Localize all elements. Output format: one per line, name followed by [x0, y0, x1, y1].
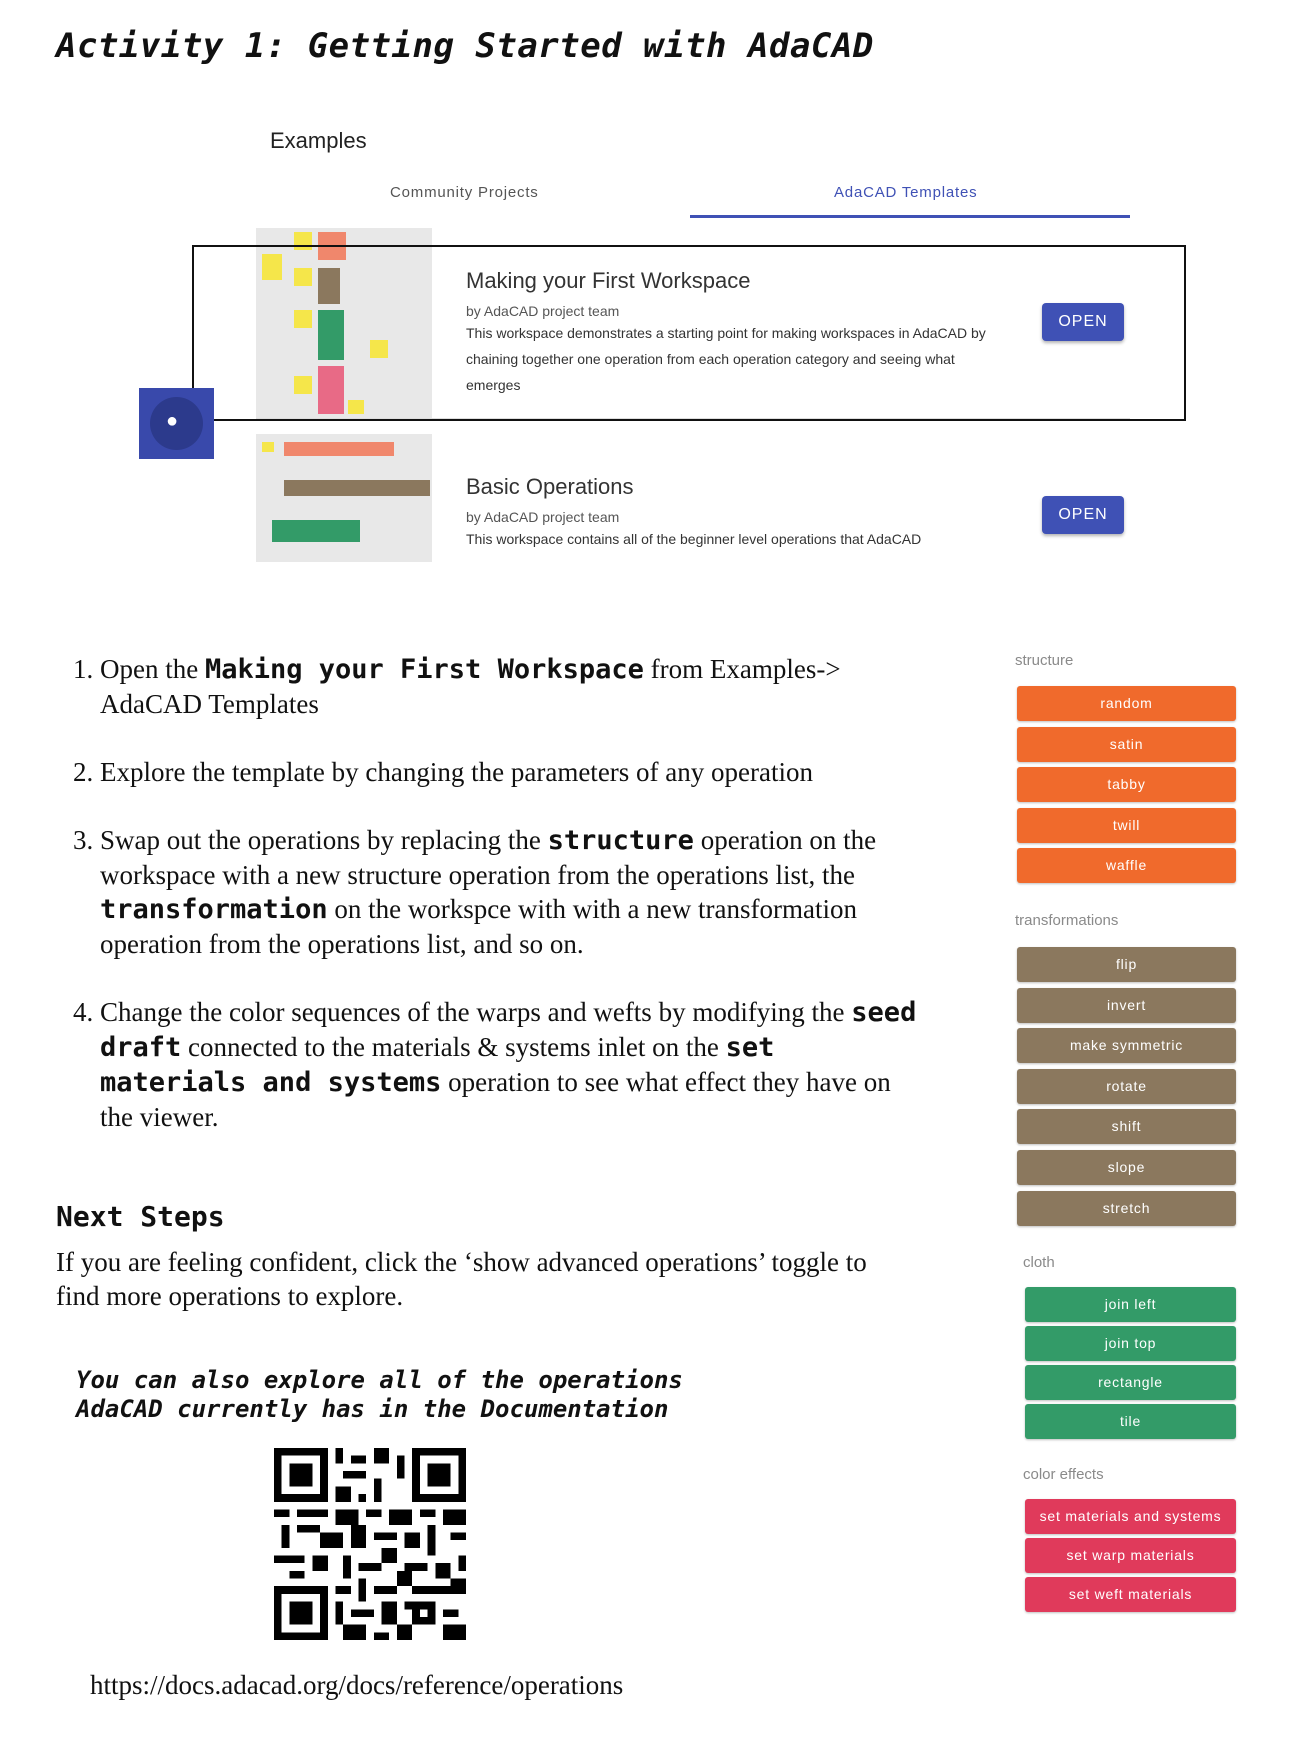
operation-button-flip[interactable]: flip — [1017, 947, 1236, 982]
operation-button-satin[interactable]: satin — [1017, 727, 1236, 762]
operation-category-label: structure — [1015, 652, 1074, 669]
highlight-box — [192, 245, 1186, 421]
documentation-url[interactable]: https://docs.adacad.org/docs/reference/operations — [90, 1670, 624, 1700]
card-author: by AdaCAD project team — [466, 509, 620, 525]
operation-button-random[interactable]: random — [1017, 686, 1236, 721]
code-term: seed draft — [100, 997, 917, 1063]
operation-button-shift[interactable]: shift — [1017, 1109, 1236, 1144]
operation-category-label: color effects — [1023, 1466, 1104, 1483]
operation-button-make-symmetric[interactable]: make symmetric — [1017, 1028, 1236, 1063]
template-thumbnail — [256, 434, 432, 562]
operation-button-set-weft-materials[interactable]: set weft materials — [1025, 1577, 1236, 1612]
operation-button-join-left[interactable]: join left — [1025, 1287, 1236, 1322]
page-title: Activity 1: Getting Started with AdaCAD — [56, 26, 874, 66]
examples-heading: Examples — [270, 128, 367, 153]
instruction-list — [56, 652, 930, 1168]
code-term: structure — [547, 825, 694, 856]
card-description: This workspace demonstrates a starting point for making workspaces in AdaCAD by chaining together one operation from each operation category and seeing what emerges — [466, 325, 986, 393]
operation-button-slope[interactable]: slope — [1017, 1150, 1236, 1185]
active-tab-indicator — [690, 215, 1130, 218]
tab-adacad-templates[interactable]: AdaCAD Templates — [834, 184, 978, 201]
template-card[interactable] — [256, 434, 1130, 562]
operation-button-rectangle[interactable]: rectangle — [1025, 1365, 1236, 1400]
open-button[interactable]: OPEN — [1042, 303, 1124, 341]
tab-community-projects[interactable]: Community Projects — [390, 184, 539, 201]
operation-button-rotate[interactable]: rotate — [1017, 1069, 1236, 1104]
card-description: This workspace contains all of the beginner level operations that AdaCAD — [466, 531, 922, 547]
operation-button-waffle[interactable]: waffle — [1017, 848, 1236, 883]
operation-category-label: transformations — [1015, 912, 1119, 929]
next-steps-heading: Next Steps — [56, 1200, 225, 1233]
operation-button-tile[interactable]: tile — [1025, 1404, 1236, 1439]
operation-button-set-warp-materials[interactable]: set warp materials — [1025, 1538, 1236, 1573]
card-title: Basic Operations — [466, 474, 634, 499]
qr-code[interactable] — [274, 1448, 466, 1640]
open-button[interactable]: OPEN — [1042, 496, 1124, 534]
code-term: set materials and systems — [100, 1032, 775, 1098]
code-term: transformation — [100, 894, 328, 925]
operation-button-join-top[interactable]: join top — [1025, 1326, 1236, 1361]
instruction-step: 4. Change the color sequences of the warps and wefts by modifying the seed draft connected to the materials & systems inlet on the set materials and systems operation to see what effect they have on the viewer. — [100, 995, 930, 1134]
card-title: Making your First Workspace — [466, 268, 751, 293]
code-term: Making your First Workspace — [204, 654, 644, 685]
next-steps-text: If you are feeling confident, click the ‘show advanced operations’ toggle to find more operations to explore. — [56, 1247, 867, 1311]
instruction-step: 1. Open the Making your First Workspace from Examples-> AdaCAD Templates — [100, 652, 930, 721]
operation-category-label: cloth — [1023, 1254, 1055, 1271]
operation-button-twill[interactable]: twill — [1017, 808, 1236, 843]
instruction-step: 3. Swap out the operations by replacing the structure operation on the workspace with a new structure operation from the operations list, the transformation on the workspce with with a new transformation operation from the operations list, and so on. — [100, 823, 930, 961]
card-author: by AdaCAD project team — [466, 303, 620, 319]
operation-button-stretch[interactable]: stretch — [1017, 1191, 1236, 1226]
documentation-note: You can also explore all of the operations AdaCAD currently has in the Documentation — [76, 1366, 683, 1423]
operation-button-invert[interactable]: invert — [1017, 988, 1236, 1023]
operation-button-set-materials-and-systems[interactable]: set materials and systems — [1025, 1499, 1236, 1534]
lightbulb-icon: ● — [166, 410, 179, 432]
instruction-step: 2. Explore the template by changing the parameters of any operation — [100, 755, 930, 789]
operation-button-tabby[interactable]: tabby — [1017, 767, 1236, 802]
